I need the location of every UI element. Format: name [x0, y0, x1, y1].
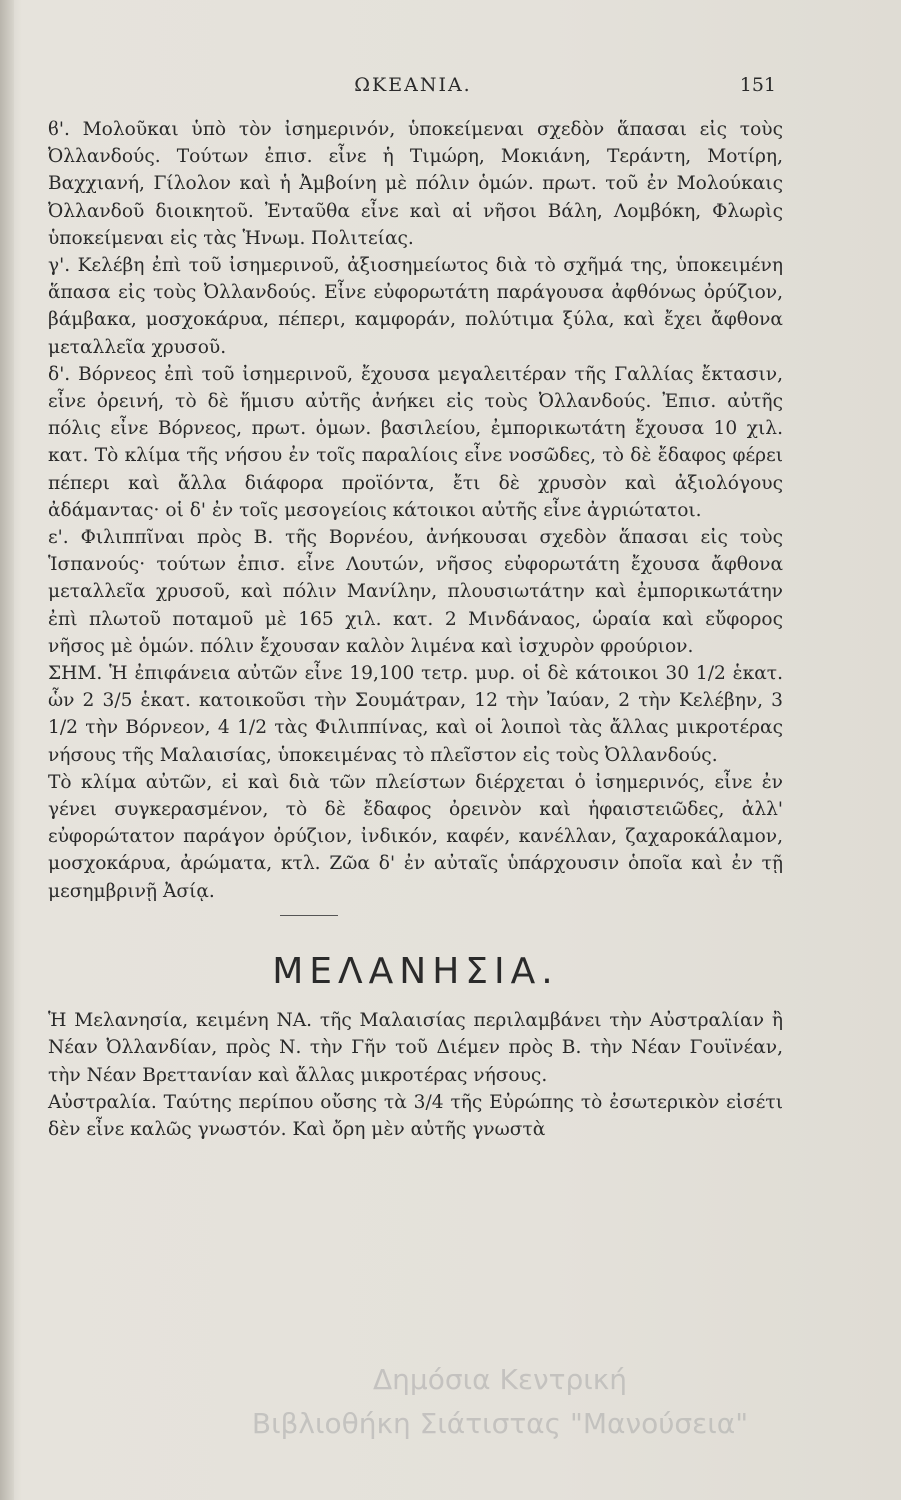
running-title: ΩΚΕΑΝΙΑ. — [354, 74, 472, 96]
paragraph-australia: Αὐστραλία. Ταύτης περίπου οὔσης τὰ 3/4 τῆς Εὐρώπης τὸ ἐσωτερικὸν εἰσέτι δὲν εἶνε καλῶς γνωστόν. Καὶ ὄρη μὲν αὐτῆς γνωστὰ — [48, 1091, 783, 1140]
body-text — [48, 116, 783, 1143]
paragraph-borneo: δ'. Βόρνεος ἐπὶ τοῦ ἰσημερινοῦ, ἔχουσα μεγαλειτέραν τῆς Γαλλίας ἔκτασιν, εἶνε ὀρεινή, τὸ δὲ ἥμισυ αὐτῆς ἀνήκει εἰς τοὺς Ὀλλανδούς. Ἐπισ. αὐτῆς πόλις εἶνε Βόρνεος, πρωτ. ὁμων. βασιλείου, ἐμπορικωτάτη ἔχουσα 10 χιλ. κατ. Τὸ κλίμα τῆς νήσου ἐν τοῖς παραλίοις εἶνε νοσῶδες, τὸ δὲ ἔδαφος φέρει πέπερι καὶ ἄλλα διάφορα προϊόντα, ἔτι δὲ χρυσὸν καὶ ἀξιολόγους ἀδάμαντας· οἱ δ' ἐν τοῖς μεσογείοις κάτοικοι αὐτῆς εἶνε ἀγριώτατοι. — [48, 363, 783, 521]
library-watermark — [200, 1358, 800, 1446]
paragraph-melanesia-intro: Ἡ Μελανησία, κειμένη ΝΑ. τῆς Μαλαισίας περιλαμβάνει τὴν Αὐστραλίαν ἢ Νέαν Ὀλλανδίαν, πρὸς Ν. τὴν Γῆν τοῦ Διέμεν πρὸς Β. τὴν Νέαν Γουϊνέαν, τὴν Νέαν Βρεττανίαν καὶ ἄλλας μικροτέρας νήσους. — [48, 1010, 783, 1086]
paragraph-philippines: ε'. Φιλιππῖναι πρὸς Β. τῆς Βορνέου, ἀνήκουσαι σχεδὸν ἅπασαι εἰς τοὺς Ἱσπανούς· τούτων ἐπισ. εἶνε Λουτών, νῆσος εὐφορωτάτη ἔχουσα ἄφθονα μεταλλεῖα χρυσοῦ, καὶ πόλιν Μανίλην, πλουσιωτάτην καὶ ἐμπορικωτάτην ἐπὶ πλωτοῦ ποταμοῦ μὲ 165 χιλ. κατ. 2 Μινδάναος, ὡραία καὶ εὔφορος νῆσος μὲ ὁμών. πόλιν ἔχουσαν καλὸν λιμένα καὶ ἰσχυρὸν φρούριον. — [48, 527, 783, 657]
running-header — [50, 72, 776, 102]
page-binding-edge — [0, 0, 14, 1500]
paragraph-note: ΣΗΜ. Ἡ ἐπιφάνεια αὐτῶν εἶνε 19,100 τετρ. μυρ. οἱ δὲ κάτοικοι 30 1/2 ἑκατ. ὧν 2 3/5 ἑκατ. κατοικοῦσι τὴν Σουμάτραν, 12 τὴν Ἰαύαν, 2 τὴν Κελέβην, 3 1/2 τὴν Βόρνεον, 4 1/2 τὰς Φιλιππίνας, καὶ οἱ λοιποὶ τὰς ἄλλας μικροτέρας νήσους τῆς Μαλαισίας, ὑποκειμένας τὸ πλεῖστον εἰς τοὺς Ὀλλανδούς. — [48, 663, 783, 766]
section-heading: ΜΕΛΑΝΗΣΙΑ. — [272, 950, 559, 992]
page-number: 151 — [739, 74, 776, 96]
paragraph-moluccas: ϐ'. Μολοῦκαι ὑπὸ τὸν ἰσημερινόν, ὑποκείμεναι σχεδὸν ἅπασαι εἰς τοὺς Ὀλλανδούς. Τούτων ἐπισ. εἶνε ἡ Τιμώρη, Μοκιάνη, Τεράντη, Μοτίρη, Βαχχιανή, Γίλολον καὶ ἡ Ἀμβοίνη μὲ πόλιν ὁμών. πρωτ. τοῦ ἐν Μολούκαις Ὀλλανδοῦ διοικητοῦ. Ἐνταῦθα εἶνε καὶ αἱ νῆσοι Βάλη, Λομβόκη, Φλωρὶς ὑποκείμεναι εἰς τὰς Ἡνωμ. Πολιτείας. — [48, 119, 783, 249]
paragraph-celebes: γ'. Κελέβη ἐπὶ τοῦ ἰσημερινοῦ, ἀξιοσημείωτος διὰ τὸ σχῆμά της, ὑποκειμένη ἅπασα εἰς τοὺς Ὀλλανδούς. Εἶνε εὐφορωτάτη παράγουσα ἀφθόνως ὀρύζιον, βάμβακα, μοσχοκάρυα, πέπερι, καμφοράν, πολύτιμα ξύλα, καὶ ἔχει ἄφθονα μεταλλεῖα χρυσοῦ. — [48, 255, 783, 358]
watermark-line-2: Βιβλιοθήκη Σιάτιστας "Μανούσεια" — [251, 1407, 749, 1440]
section-divider — [280, 915, 338, 916]
watermark-line-1: Δημόσια Κεντρική — [373, 1363, 627, 1396]
paragraph-climate: Τὸ κλίμα αὐτῶν, εἰ καὶ διὰ τῶν πλείστων διέρχεται ὁ ἰσημερινός, εἶνε ἐν γένει συγκερασμένον, τὸ δὲ ἔδαφος ὀρεινὸν καὶ ἡφαιστειῶδες, ἀλλ' εὐφορώτατον παράγον ὀρύζιον, ἰνδικόν, καφέν, κανέλλαν, ζαχαροκάλαμον, μοσχοκάρυα, ἀρώματα, κτλ. Ζῶα δ' ἐν αὐταῖς ὑπάρχουσιν ὁποῖα καὶ ἐν τῇ μεσημβρινῇ Ἀσίᾳ. — [48, 771, 783, 902]
